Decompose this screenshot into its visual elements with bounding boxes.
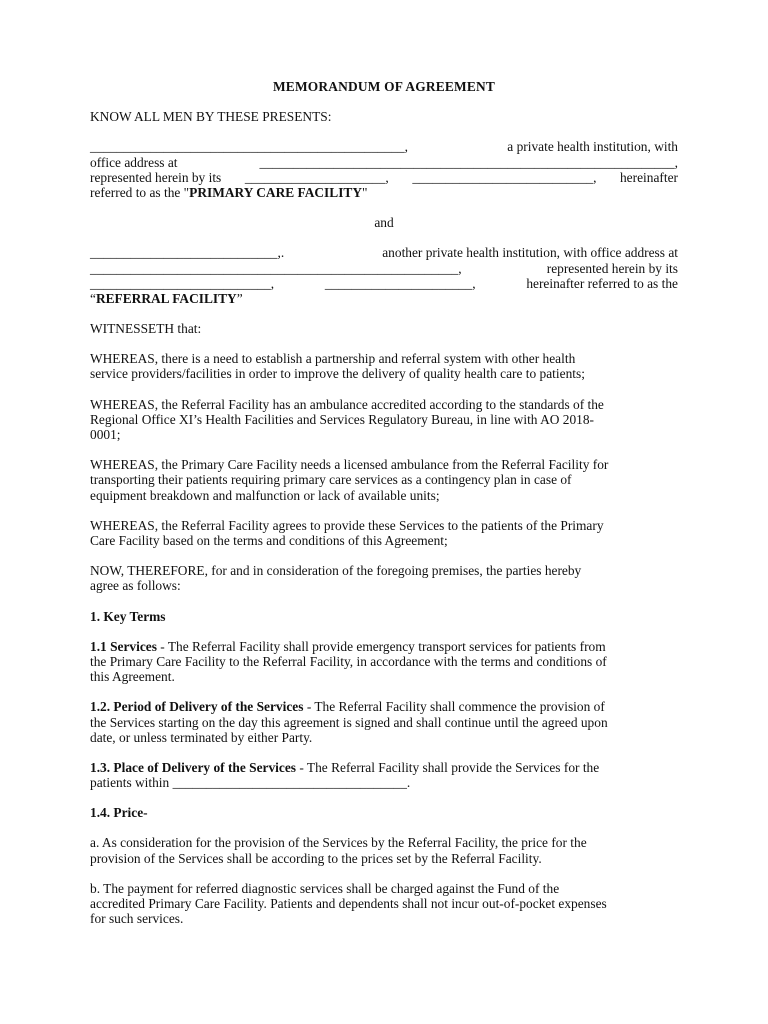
- clause-text: - The Referral Facility shall provide emergency transport services for patients from: [160, 638, 606, 654]
- party2-line: [90, 291, 678, 306]
- text-line: accredited Primary Care Facility. Patients and dependents shall not incur out-of-pocket expenses: [90, 896, 607, 912]
- text-line: the Services starting on the day this agreement is signed and shall continue until the agreed upon: [90, 714, 608, 730]
- and-label: and: [374, 215, 394, 231]
- whereas-clause-3: [90, 457, 678, 503]
- text-line: agree as follows:: [90, 578, 181, 594]
- whereas-clause-1: [90, 351, 678, 381]
- preamble: KNOW ALL MEN BY THESE PRESENTS:: [90, 109, 332, 125]
- clause-text: - The Referral Facility shall provide the Services for the: [299, 759, 600, 775]
- party2-line: [90, 276, 678, 291]
- party1-address-blank: ______________________________________________________________,: [259, 154, 678, 170]
- party2-text: another private health institution, with office address at: [382, 245, 678, 261]
- text-line: for such services.: [90, 911, 184, 927]
- party1-text: ": [362, 184, 368, 200]
- party2-rep-name-blank: ___________________________,: [90, 275, 275, 291]
- clause-label: 1.1 Services: [90, 638, 157, 654]
- party1-text: represented herein by its: [90, 169, 222, 185]
- document-body: [90, 79, 678, 941]
- text-line: NOW, THEREFORE, for and in consideration of the foregoing premises, the parties hereby: [90, 563, 582, 579]
- section-1-1-services: [90, 639, 678, 685]
- party1-rep-title-blank: ___________________________,: [412, 169, 597, 185]
- text-line: [90, 639, 678, 654]
- text-line: WHEREAS, the Referral Facility agrees to provide these Services to the patients of the Primary: [90, 517, 604, 533]
- section-1-2-period: [90, 699, 678, 745]
- now-therefore-clause: [90, 563, 678, 593]
- text-line: WHEREAS, there is a need to establish a partnership and referral system with other health: [90, 351, 576, 367]
- party1-line: [90, 155, 678, 170]
- text-line: transporting their patients requiring primary care services as a contingency plan in case of: [90, 472, 572, 488]
- text-line: a. As consideration for the provision of the Services by the Referral Facility, the price for the: [90, 835, 587, 851]
- party2-address-blank: _______________________________________________________,: [90, 260, 462, 276]
- price-clause-a: [90, 835, 678, 865]
- party2-text: hereinafter referred to as the: [526, 275, 678, 291]
- party1-text: referred to as the ": [90, 184, 190, 200]
- text-line: Regional Office XI’s Health Facilities and Services Regulatory Bureau, in line with AO 2018-: [90, 411, 595, 427]
- party1-text: a private health institution, with: [507, 139, 678, 155]
- party2-line: [90, 245, 678, 260]
- and-label-wrap: [90, 215, 678, 230]
- section-1-3-place: [90, 760, 678, 790]
- clause-text: - The Referral Facility shall commence the provision of: [306, 699, 605, 715]
- text-line: date, or unless terminated by either Party.: [90, 729, 313, 745]
- text-line: [90, 699, 678, 714]
- party1-line: [90, 139, 678, 154]
- party2-rep-title-blank: ______________________,: [324, 275, 476, 291]
- text-line: [90, 760, 678, 775]
- witnesseth: WITNESSETH that:: [90, 321, 202, 337]
- whereas-clause-4: [90, 518, 678, 548]
- text-line: Care Facility based on the terms and conditions of this Agreement;: [90, 532, 448, 548]
- text-line: the Primary Care Facility to the Referral Facility, in accordance with the terms and conditions of: [90, 653, 607, 669]
- party1-text: office address at: [90, 154, 178, 170]
- and-line: [90, 215, 678, 230]
- party2-name-blank: ____________________________,.: [90, 245, 285, 261]
- party2-text: represented herein by its: [546, 260, 678, 276]
- text-line: WHEREAS, the Referral Facility has an ambulance accredited according to the standards of the: [90, 396, 604, 412]
- referral-facility-term: REFERRAL FACILITY: [95, 290, 237, 306]
- party2-line: [90, 261, 678, 276]
- text-line: provision of the Services shall be according to the prices set by the Referral Facility.: [90, 850, 542, 866]
- price-clause-b: [90, 881, 678, 927]
- text-line: service providers/facilities in order to improve the delivery of quality health care to patients;: [90, 366, 585, 382]
- clause-line: [90, 760, 599, 775]
- whereas-clause-2: [90, 397, 678, 443]
- primary-care-facility-term: PRIMARY CARE FACILITY: [189, 184, 363, 200]
- party2-paragraph: [90, 245, 678, 306]
- clause-label: 1.2. Period of Delivery of the Services: [90, 699, 304, 715]
- document-title: MEMORANDUM OF AGREEMENT: [272, 79, 496, 94]
- party1-paragraph: [90, 139, 678, 200]
- party1-line: [90, 185, 678, 200]
- section-1-4-heading: 1.4. Price-: [90, 805, 148, 821]
- text-line: 0001;: [90, 427, 121, 443]
- text-line: WHEREAS, the Primary Care Facility needs a licensed ambulance from the Referral Facility for: [90, 457, 609, 473]
- text-line: patients within ___________________________________.: [90, 775, 411, 791]
- party2-text: “: [90, 290, 96, 306]
- section-1-heading: 1. Key Terms: [90, 608, 166, 624]
- text-line: b. The payment for referred diagnostic services shall be charged against the Fund of the: [90, 880, 560, 896]
- clause-label: 1.3. Place of Delivery of the Services: [90, 759, 296, 775]
- text-line: equipment breakdown and malfunction or lack of available units;: [90, 487, 440, 503]
- clause-line: [90, 639, 606, 654]
- text-line: this Agreement.: [90, 669, 175, 685]
- party1-rep-name-blank: _____________________,: [244, 169, 389, 185]
- party2-text: ”: [236, 290, 243, 306]
- party1-name-blank: _______________________________________________,: [90, 139, 409, 155]
- party1-text: hereinafter: [619, 169, 678, 185]
- clause-line: [90, 699, 605, 714]
- party1-line: [90, 170, 678, 185]
